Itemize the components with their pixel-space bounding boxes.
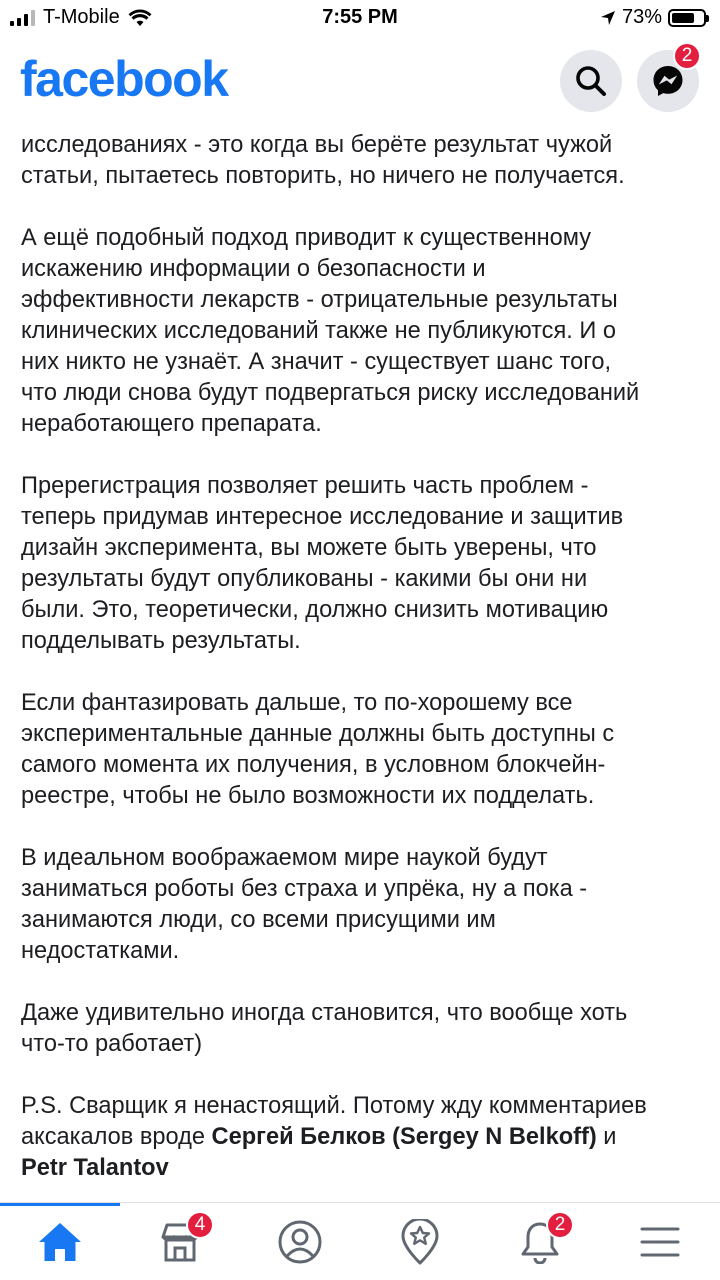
paragraph (21, 471, 711, 657)
text-line: них никто не узнаёт. А значит - существует шанс того, (21, 349, 612, 375)
tab-home[interactable] (0, 1203, 120, 1280)
text-line: Пререгистрация позволяет решить часть проблем - (21, 473, 589, 499)
text-line: экспериментальные данные должны быть доступны с (21, 721, 615, 747)
home-icon (37, 1221, 83, 1263)
notifications-badge: 2 (546, 1211, 574, 1239)
search-icon (574, 64, 608, 98)
tab-profile[interactable] (240, 1203, 360, 1280)
battery-icon (668, 9, 706, 27)
battery-percent: 73% (621, 6, 662, 28)
location-arrow-icon (600, 10, 616, 26)
text-line (21, 1153, 711, 1184)
profile-icon (278, 1220, 322, 1264)
text-line: реестре, чтобы не было возможности их подделать. (21, 783, 595, 809)
text-line: подделывать результаты. (21, 628, 301, 654)
text-line: В идеальном воображаемом мире наукой будут (21, 845, 548, 871)
tab-marketplace[interactable] (120, 1203, 240, 1280)
text-line: исследованиях - это когда вы берёте результат чужой (21, 132, 613, 158)
active-tab-indicator (0, 1203, 120, 1206)
bottom-tab-bar (0, 1202, 720, 1280)
text-line: искажению информации о безопасности и (21, 256, 486, 282)
status-time: 7:55 PM (322, 6, 398, 28)
text-line: А ещё подобный подход приводит к существенному (21, 225, 592, 251)
tab-notifications[interactable] (480, 1203, 600, 1280)
text-line: занимаются люди, со всеми присущими им (21, 907, 496, 933)
text-line: результаты будут опубликованы - какими бы они ни (21, 566, 588, 592)
post-text (21, 130, 711, 1202)
tab-menu[interactable] (600, 1203, 720, 1280)
text-line: Даже удивительно иногда становится, что вообще хоть (21, 1000, 628, 1026)
search-button[interactable] (560, 50, 622, 112)
paragraph (21, 998, 711, 1060)
tab-dating[interactable] (360, 1203, 480, 1280)
text-line: были. Это, теоретически, должно снизить мотивацию (21, 597, 609, 623)
text-line: самого момента их получения, в условном блокчейн- (21, 752, 606, 778)
messenger-button[interactable] (637, 45, 699, 112)
ps-paragraph (21, 1091, 711, 1184)
dating-icon (400, 1219, 440, 1265)
text-line: заниматься роботы без страха и упрёка, ну а пока - (21, 876, 588, 902)
text-line: что-то работает) (21, 1031, 203, 1057)
text-line: Если фантазировать дальше, то по-хорошему все (21, 690, 573, 716)
messenger-badge: 2 (673, 42, 701, 70)
battery-group (600, 6, 706, 29)
status-bar (0, 0, 720, 38)
text-line: теперь придумав интересное исследование и защитив (21, 504, 624, 530)
paragraph (21, 843, 711, 967)
text-line: клинических исследований также не публикуются. И о (21, 318, 616, 344)
mention-sergey-belkov[interactable]: Сергей Белков (Sergey N Belkoff) (211, 1124, 597, 1150)
text-line (21, 1122, 711, 1153)
text-line: неработающего препарата. (21, 411, 322, 437)
mention-petr-talantov[interactable]: Petr Talantov (21, 1155, 169, 1181)
marketplace-badge: 4 (186, 1211, 214, 1239)
text-line: дизайн эксперимента, вы можете быть уверены, что (21, 535, 597, 561)
text-line: эффективности лекарств - отрицательные результаты (21, 287, 618, 313)
carrier-name: T-Mobile (43, 6, 120, 28)
app-header (0, 38, 720, 124)
text-fragment: аксакалов вроде (21, 1124, 212, 1150)
text-line: недостатками. (21, 938, 180, 964)
text-line: P.S. Сварщик я ненастоящий. Потому жду комментариев (21, 1093, 647, 1119)
paragraph (21, 130, 711, 192)
facebook-logo[interactable]: facebook (20, 51, 228, 107)
post-body (0, 124, 720, 1202)
text-line: статьи, пытаетесь повторить, но ничего не получается. (21, 163, 625, 189)
text-fragment: и (596, 1124, 617, 1150)
paragraph (21, 223, 711, 440)
paragraph (21, 688, 711, 812)
text-line: что люди снова будут подвергаться риску исследований (21, 380, 640, 406)
menu-icon (640, 1225, 680, 1259)
